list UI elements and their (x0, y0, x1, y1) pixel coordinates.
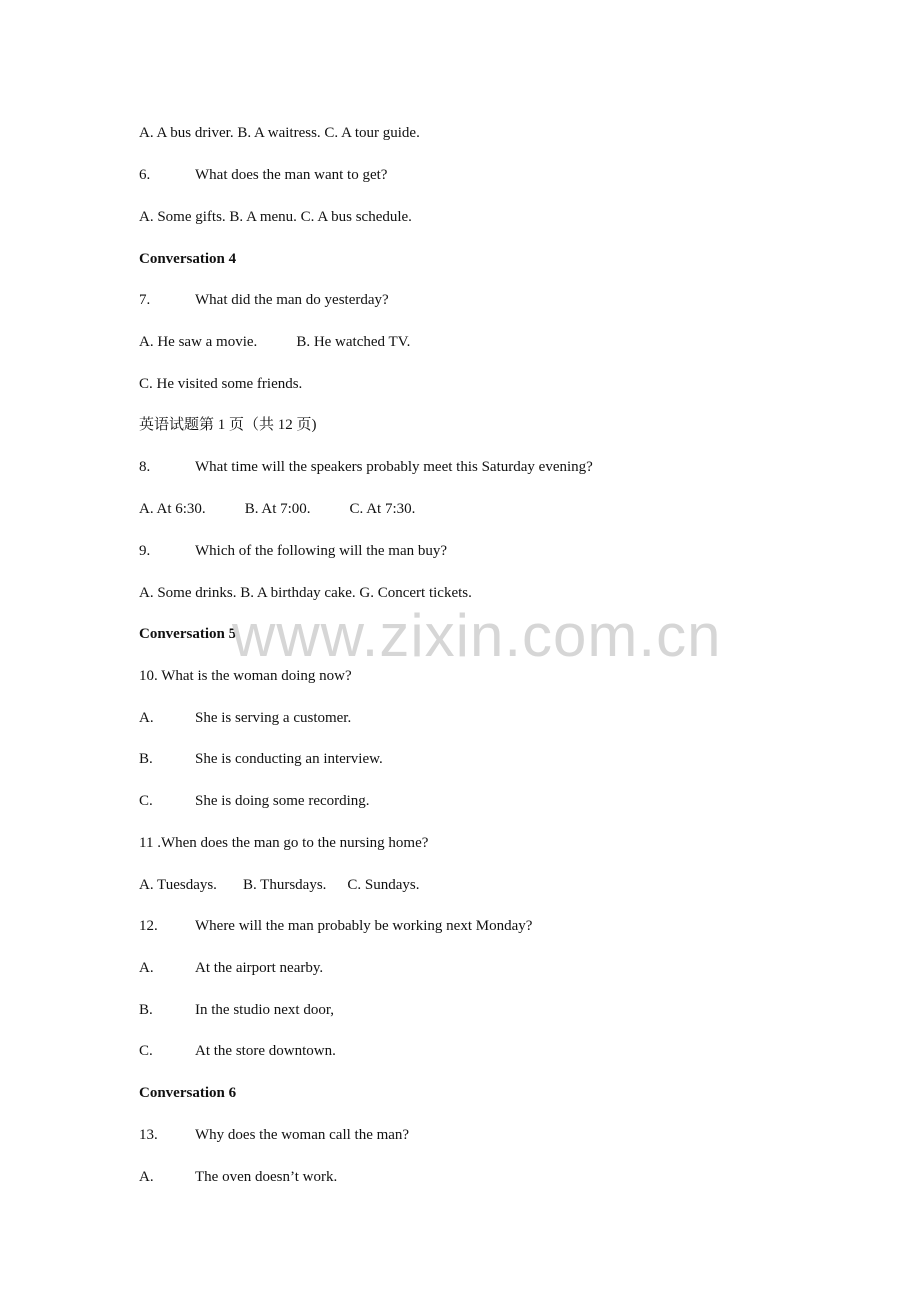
q10-option-b (139, 749, 383, 769)
question-6 (139, 165, 387, 185)
option-b: B. Thursdays. (242, 877, 327, 893)
question-12 (139, 916, 532, 936)
question-7 (139, 290, 389, 310)
question-text: Which of the following will the man buy? (195, 543, 448, 559)
option-c: C. Sundays. (347, 877, 420, 893)
q13-option-a (139, 1167, 337, 1187)
question-10: 10. What is the woman doing now? (139, 668, 352, 684)
q12-option-b (139, 1000, 334, 1020)
q10-option-c (139, 791, 370, 811)
section-heading-conversation-6: Conversation 6 (139, 1085, 237, 1101)
question-number: 9. (139, 543, 151, 559)
question-number: 7. (139, 292, 151, 308)
option-text: At the airport nearby. (195, 960, 324, 976)
option-text: At the store downtown. (195, 1043, 336, 1059)
section-heading-conversation-4: Conversation 4 (139, 251, 237, 267)
option-c: C. At 7:30. (349, 501, 416, 517)
option-a: A. He saw a movie. (139, 334, 258, 350)
option-letter: C. (139, 793, 153, 809)
q7-option-c: C. He visited some friends. (139, 376, 303, 392)
option-text: The oven doesn’t work. (195, 1169, 338, 1185)
question-number: 6. (139, 167, 151, 183)
question-text: Why does the woman call the man? (195, 1127, 410, 1143)
question-number: 12. (139, 918, 158, 934)
question-11: 11 .When does the man go to the nursing home? (139, 835, 429, 851)
question-text: What did the man do yesterday? (195, 292, 389, 308)
option-a: A. Tuesdays. (139, 877, 217, 893)
question-8 (139, 457, 593, 477)
option-letter: C. (139, 1043, 153, 1059)
question-number: 8. (139, 459, 151, 475)
q5-options: A. A bus driver. B. A waitress. C. A tour guide. (139, 125, 420, 141)
q12-option-c (139, 1041, 336, 1061)
option-text: She is doing some recording. (195, 793, 370, 809)
option-text: In the studio next door, (195, 1002, 334, 1018)
question-9 (139, 541, 447, 561)
option-letter: A. (139, 1169, 154, 1185)
q11-options (139, 875, 420, 895)
option-a: A. At 6:30. (139, 501, 206, 517)
question-text: What does the man want to get? (195, 167, 388, 183)
option-letter: A. (139, 710, 154, 726)
q6-options: A. Some gifts. B. A menu. C. A bus schedule. (139, 209, 412, 225)
q12-option-a (139, 958, 323, 978)
question-13 (139, 1125, 409, 1145)
option-letter: B. (139, 1002, 153, 1018)
question-number: 13. (139, 1127, 158, 1143)
option-letter: A. (139, 960, 154, 976)
question-text: What time will the speakers probably meet this Saturday evening? (195, 459, 593, 475)
option-text: She is conducting an interview. (195, 751, 383, 767)
option-b: B. He watched TV. (296, 334, 411, 350)
q9-options: A. Some drinks. B. A birthday cake. G. Concert tickets. (139, 585, 472, 601)
option-letter: B. (139, 751, 153, 767)
q7-options-ab (139, 332, 410, 352)
watermark: www.zixin.com.cn (232, 602, 722, 669)
q10-option-a (139, 708, 351, 728)
page-footer: 英语试题第 1 页（共 12 页) (139, 417, 317, 433)
option-b: B. At 7:00. (244, 501, 311, 517)
option-text: She is serving a customer. (195, 710, 352, 726)
q8-options (139, 499, 415, 519)
question-text: Where will the man probably be working next Monday? (195, 918, 533, 934)
section-heading-conversation-5: Conversation 5 (139, 626, 237, 642)
